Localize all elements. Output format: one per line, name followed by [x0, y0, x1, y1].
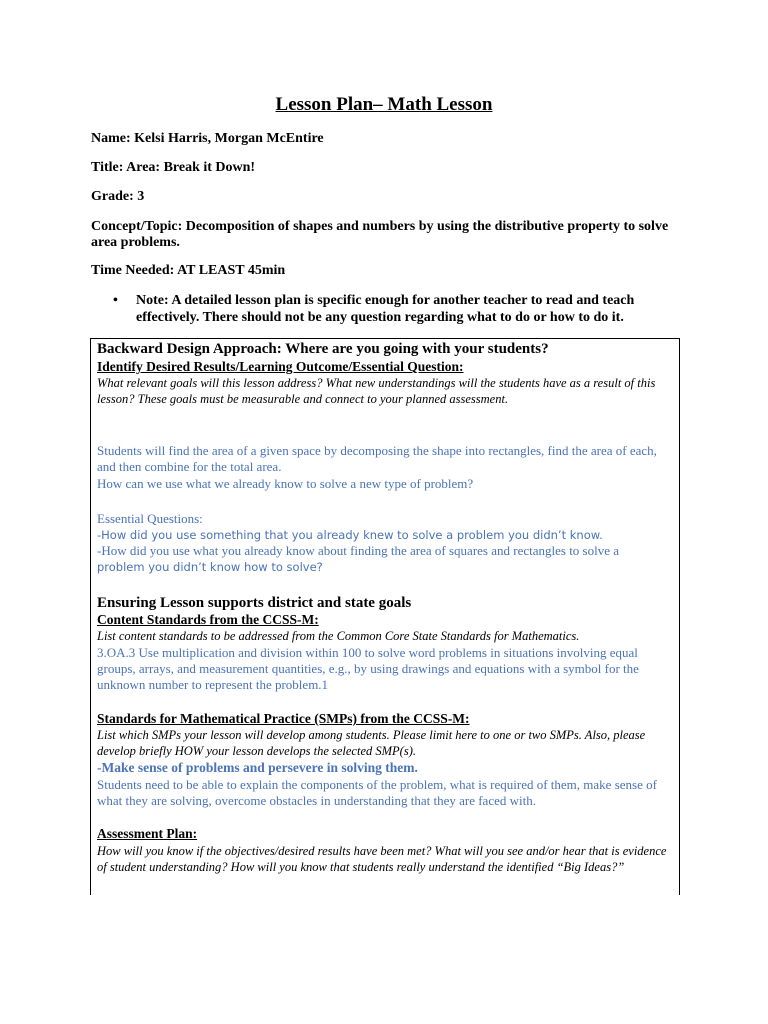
page-title: Lesson Plan– Math Lesson — [275, 94, 493, 115]
box-heading: Backward Design Approach: Where are you going with your students? — [97, 341, 549, 357]
assessment-heading: Assessment Plan: — [97, 826, 198, 841]
assessment-prompt: How will you know if the objectives/desired results have been met? What will you see and/or hear that is evidence of student understanding? How will you know that students really understand the identified “Big Ideas?” — [97, 844, 667, 874]
goal-2: How can we use what we already know to solve a new type of problem? — [97, 476, 474, 491]
title-line: Title: Area: Break it Down! — [91, 160, 256, 175]
essential-question-2b: problem you didn’t know how to solve? — [97, 560, 323, 574]
identify-prompt: What relevant goals will this lesson address? What new understandings will the students have as a result of this lesson? These goals must be measurable and connect to your planned assessment. — [97, 376, 656, 406]
content-standards-heading: Content Standards from the CCSS-M: — [97, 612, 319, 627]
essential-questions-label: Essential Questions: — [97, 511, 203, 526]
grade-line: Grade: 3 — [91, 189, 145, 204]
essential-question-1: -How did you use something that you already knew to solve a problem you didn’t know. — [97, 528, 603, 542]
content-standards-prompt: List content standards to be addressed from the Common Core State Standards for Mathematics. — [97, 629, 580, 643]
note-bullet — [107, 292, 647, 326]
concept-line: Concept/Topic: Decomposition of shapes and numbers by using the distributive property to solve area problems. — [91, 219, 669, 250]
content-standard: 3.OA.3 Use multiplication and division within 100 to solve word problems in situations involving equal groups, arrays, and measurement quantities, e.g., by using drawings and equations with a symbol for the unknown number to represent the problem.1 — [97, 645, 639, 692]
name-line: Name: Kelsi Harris, Morgan McEntire — [91, 131, 324, 146]
essential-question-2a: -How did you use what you already know about finding the area of squares and rectangles to solve a — [97, 543, 620, 558]
smp-explanation: Students need to be able to explain the components of the problem, what is required of them, make sense of what they are solving, overcome obstacles in understanding that they are faced with. — [97, 777, 657, 808]
smp-selected: -Make sense of problems and persevere in solving them. — [97, 760, 418, 775]
goal-1: Students will find the area of a given space by decomposing the shape into rectangles, find the area of each, and then combine for the total area. — [97, 443, 657, 474]
smp-prompt: List which SMPs your lesson will develop among students. Please limit here to one or two SMPs. Also, please develop briefly HOW your lesson develops the selected SMP(s). — [97, 728, 646, 758]
identify-heading: Identify Desired Results/Learning Outcome/Essential Question: — [97, 359, 464, 374]
ensuring-heading: Ensuring Lesson supports district and state goals — [97, 595, 412, 611]
bullet-icon: • — [113, 293, 118, 308]
smp-heading: Standards for Mathematical Practice (SMPs) from the CCSS-M: — [97, 711, 470, 726]
time-line: Time Needed: AT LEAST 45min — [91, 263, 286, 278]
note-text: Note: A detailed lesson plan is specific enough for another teacher to read and teach effectively. There should not be any question regarding what to do or how to do it. — [136, 293, 635, 325]
